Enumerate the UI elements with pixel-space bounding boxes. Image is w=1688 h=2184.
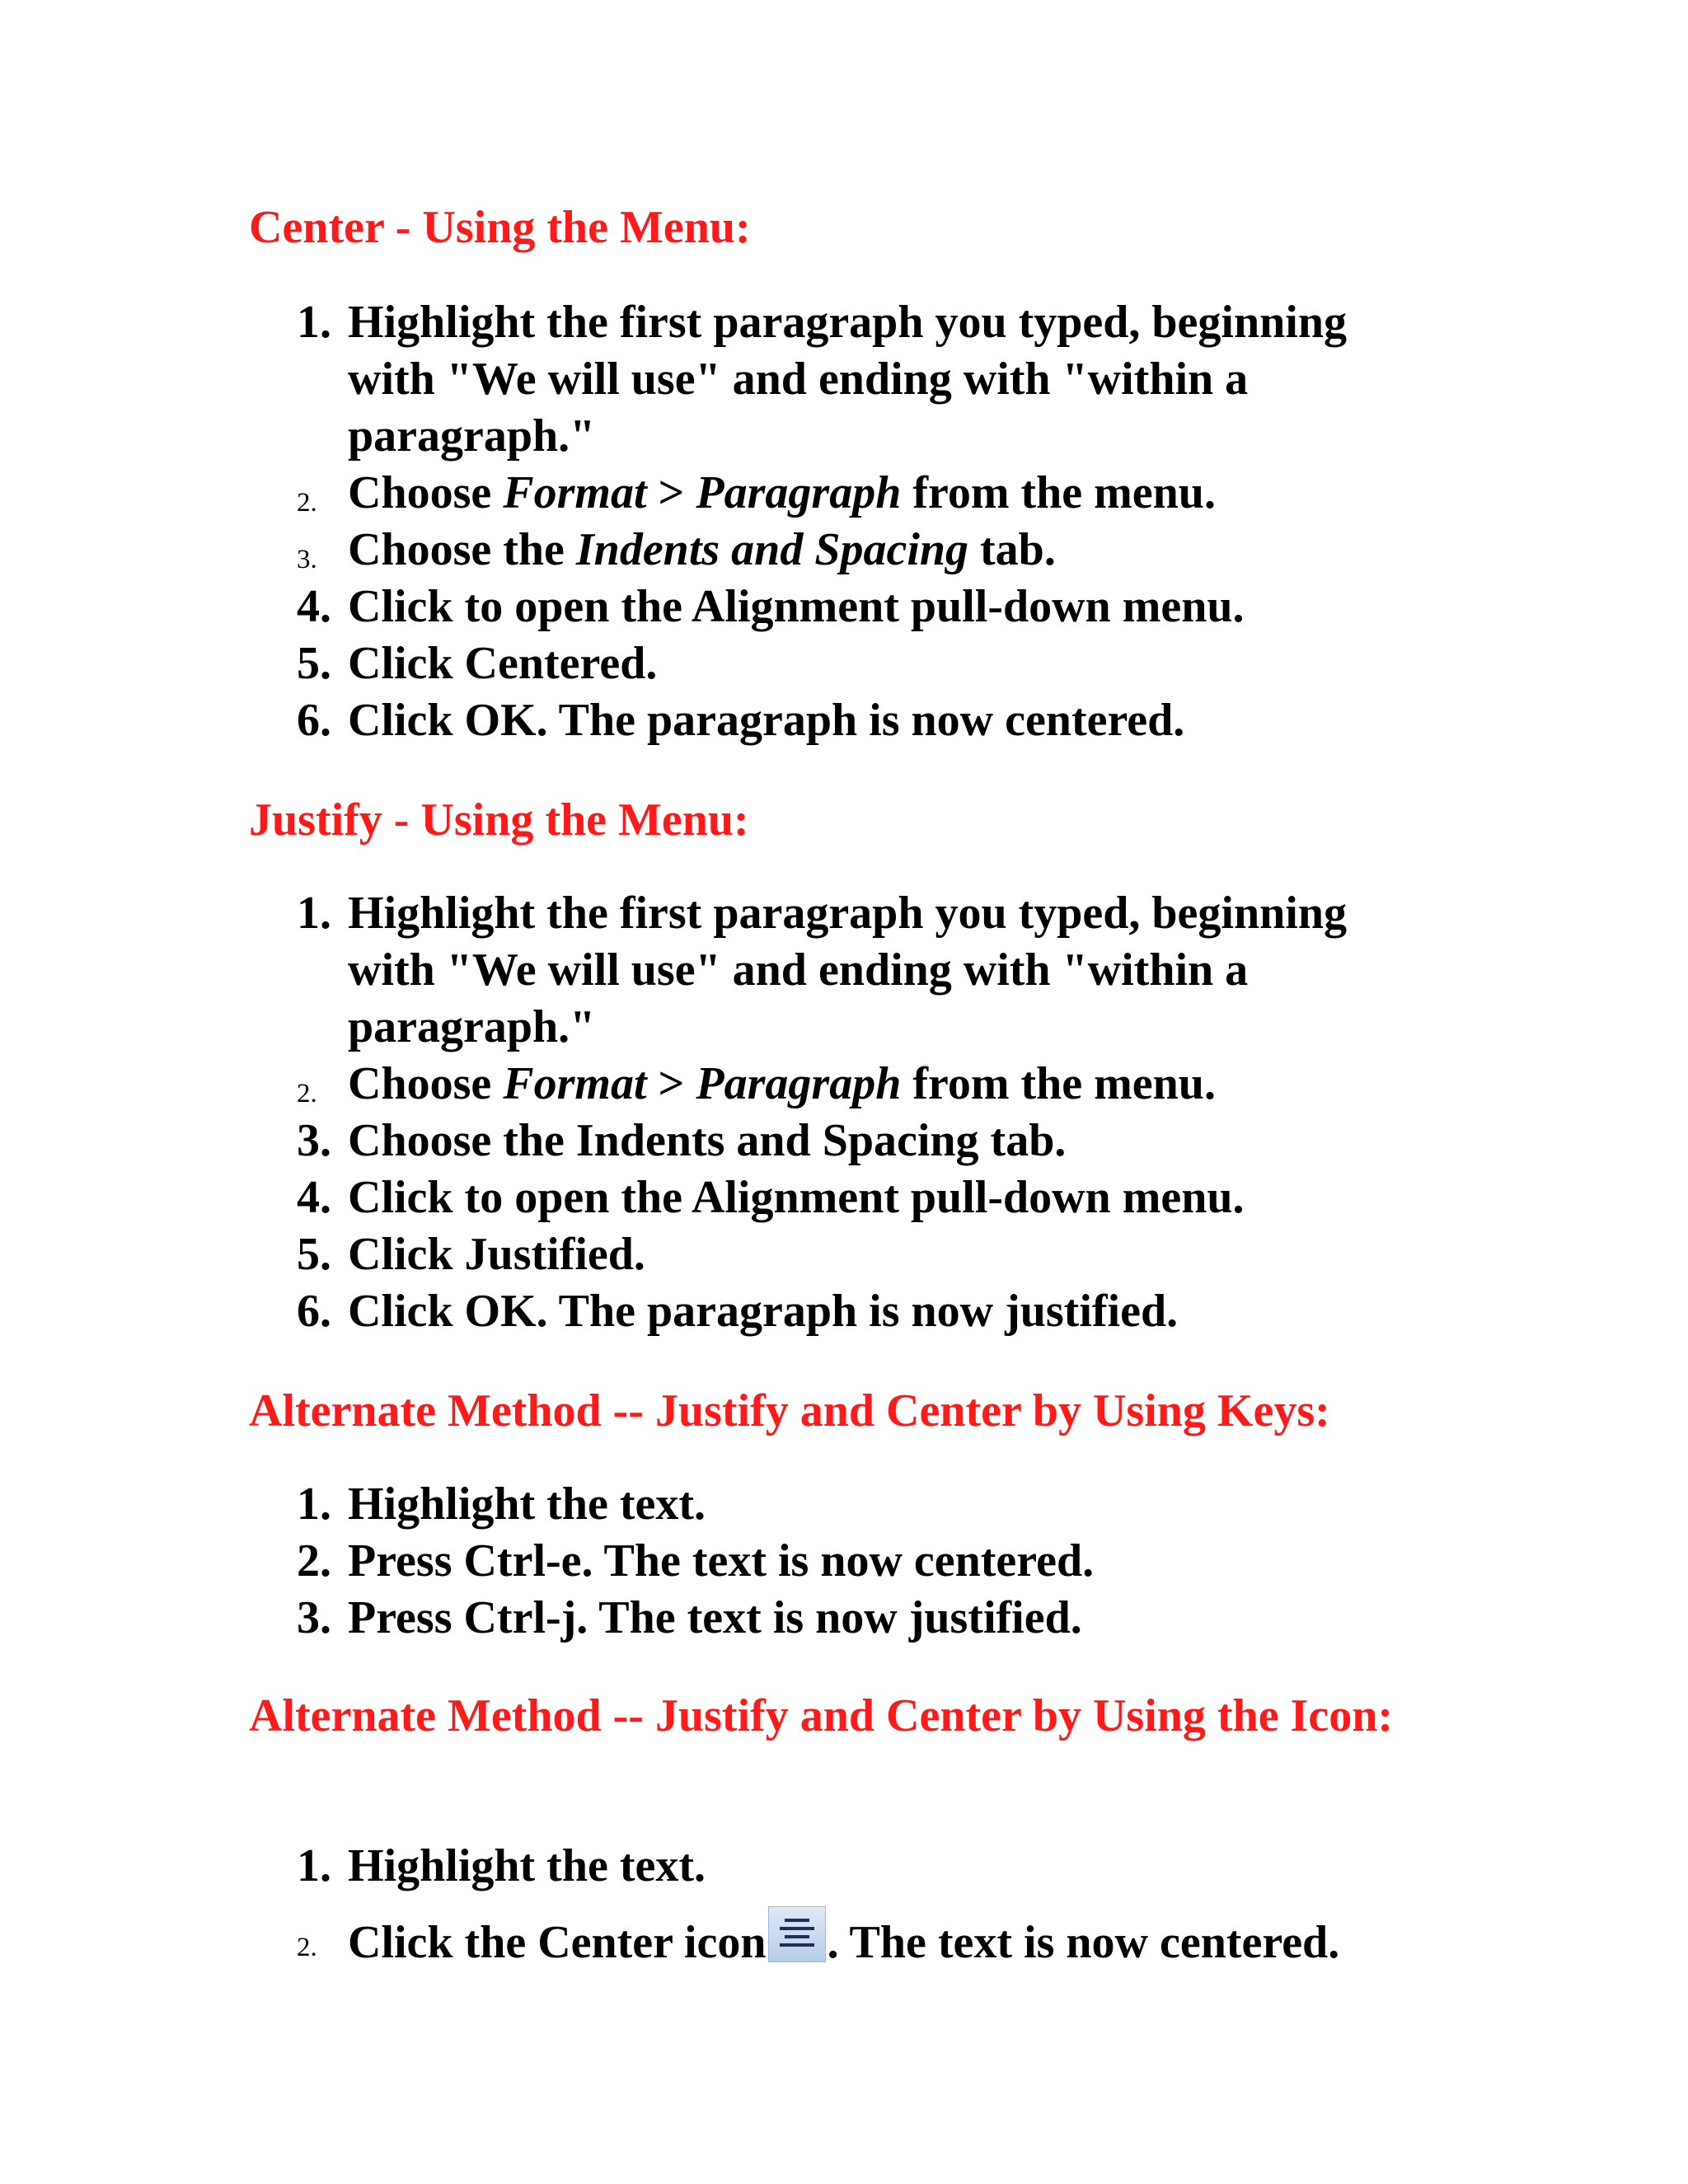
item-number: 2. (297, 488, 317, 518)
menu-name-format: Format (503, 467, 647, 518)
item-number: 1. (297, 297, 331, 348)
item-text: Click Justified. (348, 1229, 645, 1280)
center-align-icon (768, 1906, 826, 1962)
item-number: 3. (297, 545, 317, 574)
item-text: Choose the Indents and Spacing tab. (348, 1115, 1067, 1166)
item-number: 4. (297, 581, 331, 632)
item-text: Choose the Indents and Spacing tab. (348, 524, 1056, 575)
menu-name-paragraph: Paragraph (696, 1058, 902, 1109)
item-text: Click the Center icon . The text is now centered. (348, 1906, 1436, 1971)
section-heading: Justify - Using the Menu: (249, 794, 749, 846)
item-number: 3. (297, 1115, 331, 1166)
item-number: 5. (297, 1229, 331, 1280)
item-number: 1. (297, 888, 331, 939)
item-number: 6. (297, 695, 331, 746)
item-number: 4. (297, 1172, 331, 1223)
item-number: 1. (297, 1840, 331, 1891)
item-number: 3. (297, 1592, 331, 1643)
section-heading: Center - Using the Menu: (249, 202, 751, 253)
menu-name-format: Format (503, 1058, 647, 1109)
item-number: 2. (297, 1079, 317, 1108)
item-text: Click OK. The paragraph is now centered. (348, 695, 1185, 746)
item-text: Highlight the first paragraph you typed, beginning with "We will use" and ending with "within a paragraph." (348, 297, 1347, 462)
item-text: Click Centered. (348, 638, 658, 689)
section-heading: Alternate Method -- Justify and Center by Using the Icon: (249, 1690, 1393, 1741)
item-text: Choose Format > Paragraph from the menu. (348, 1058, 1216, 1109)
item-text: Choose Format > Paragraph from the menu. (348, 467, 1216, 518)
item-text: Click to open the Alignment pull-down menu. (348, 581, 1245, 632)
tab-name-indents-spacing: Indents and Spacing (575, 524, 969, 575)
menu-name-paragraph: Paragraph (696, 467, 902, 518)
item-number: 2. (297, 1535, 331, 1586)
item-text: Click OK. The paragraph is now justified. (348, 1286, 1179, 1337)
item-number: 2. (297, 1933, 317, 1962)
item-text: Highlight the text. (348, 1840, 706, 1891)
item-text: Press Ctrl-e. The text is now centered. (348, 1535, 1095, 1586)
item-number: 1. (297, 1479, 331, 1530)
section-heading: Alternate Method -- Justify and Center by Using Keys: (249, 1385, 1330, 1436)
item-text: Highlight the first paragraph you typed, beginning with "We will use" and ending with "within a paragraph." (348, 888, 1347, 1052)
item-number: 5. (297, 638, 331, 689)
item-text: Click to open the Alignment pull-down menu. (348, 1172, 1245, 1223)
item-text: Press Ctrl-j. The text is now justified. (348, 1592, 1082, 1643)
item-text: Highlight the text. (348, 1479, 706, 1530)
item-number: 6. (297, 1286, 331, 1337)
